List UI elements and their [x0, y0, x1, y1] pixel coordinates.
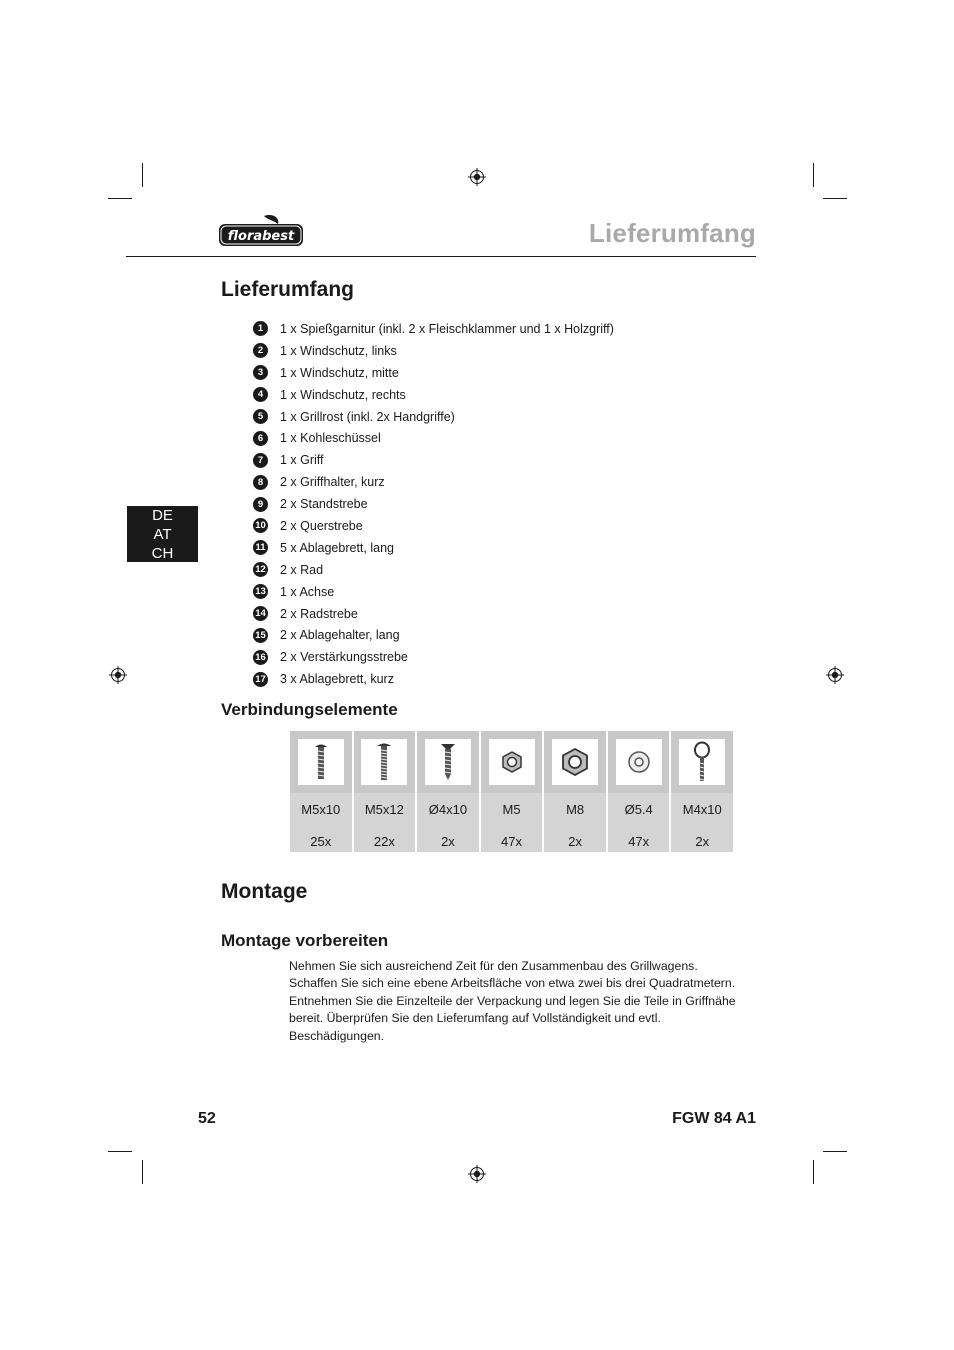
item-text: 1 x Griff: [280, 453, 324, 468]
item-number-badge: 4: [253, 387, 268, 402]
crop-mark: [813, 1160, 814, 1184]
item-text: 2 x Standstrebe: [280, 497, 368, 512]
eye-bolt-icon: [679, 739, 725, 785]
hardware-size: M4x10: [682, 802, 722, 817]
hardware-size: M8: [566, 802, 585, 817]
item-text: 1 x Grillrost (inkl. 2x Handgriffe): [280, 409, 455, 424]
item-number-badge: 14: [253, 606, 268, 621]
item-text: 1 x Windschutz, mitte: [280, 365, 399, 380]
item-text: 2 x Querstrebe: [280, 518, 363, 533]
header-title: Lieferumfang: [588, 218, 756, 248]
nut-icon: [489, 739, 535, 785]
registration-mark-icon: [109, 666, 127, 684]
crop-mark: [108, 1151, 132, 1152]
crop-mark: [823, 198, 847, 199]
list-item: [253, 515, 614, 537]
hardware-table: [290, 731, 733, 852]
registration-mark-icon: [826, 666, 844, 684]
header-rule: [126, 256, 756, 257]
model-number: FGW 84 A1: [672, 1110, 756, 1127]
list-item: [253, 471, 614, 493]
item-number-badge: 1: [253, 321, 268, 336]
item-number-badge: 3: [253, 365, 268, 380]
list-item: [253, 340, 614, 362]
crop-mark: [823, 1151, 847, 1152]
subheading-montage-vorbereiten: Montage vorbereiten: [221, 931, 389, 950]
item-number-badge: 7: [253, 453, 268, 468]
hardware-column: [354, 731, 416, 852]
hardware-column: [671, 731, 733, 852]
parts-list: [253, 318, 614, 690]
item-text: 3 x Ablagebrett, kurz: [280, 672, 394, 687]
hardware-image-cell: [544, 731, 606, 793]
item-number-badge: 8: [253, 475, 268, 490]
section-heading-verbindungselemente: Verbindungselemente: [221, 700, 398, 719]
list-item: [253, 384, 614, 406]
long-screw-icon: [361, 739, 407, 785]
hardware-column: [290, 731, 352, 852]
item-number-badge: 9: [253, 497, 268, 512]
language-code: CH: [151, 545, 174, 562]
list-item: [253, 318, 614, 340]
item-text: 2 x Griffhalter, kurz: [280, 475, 385, 490]
hardware-size: M5x12: [364, 802, 404, 817]
large-nut-icon: [552, 739, 598, 785]
list-item: [253, 646, 614, 668]
washer-icon: [616, 739, 662, 785]
list-item: [253, 362, 614, 384]
item-number-badge: 5: [253, 409, 268, 424]
list-item: [253, 559, 614, 581]
item-number-badge: 11: [253, 540, 268, 555]
section-heading-montage: Montage: [221, 880, 308, 903]
hardware-count: 25x: [310, 834, 332, 849]
hardware-image-cell: [671, 731, 733, 793]
page-number: 52: [198, 1110, 216, 1127]
crop-mark: [108, 198, 132, 199]
florabest-logo: [218, 214, 304, 248]
registration-mark-icon: [468, 1165, 486, 1183]
item-text: 5 x Ablagebrett, lang: [280, 540, 394, 555]
item-text: 2 x Ablagehalter, lang: [280, 628, 400, 643]
hardware-image-cell: [417, 731, 479, 793]
item-number-badge: 13: [253, 584, 268, 599]
hardware-count: 47x: [501, 834, 522, 849]
item-text: 1 x Spießgarnitur (inkl. 2 x Fleischklammer und 1 x Holzgriff): [280, 321, 614, 336]
item-text: 1 x Windschutz, links: [280, 343, 397, 358]
list-item: [253, 493, 614, 515]
montage-paragraph: Nehmen Sie sich ausreichend Zeit für den Zusammenbau des Grillwagens. Schaffen Sie sich eine ebene Arbeitsfläche von etwa zwei bis drei Quadratmetern. Entnehmen Sie die Einzelteile der Verpackung und legen Sie die Teile in Griffnähe bereit. Überprüfen Sie den Lieferumfang auf Vollständigkeit und evtl. Beschädigungen.: [289, 959, 736, 1043]
crop-mark: [142, 163, 143, 187]
item-number-badge: 6: [253, 431, 268, 446]
registration-mark-icon: [468, 168, 486, 186]
crop-mark: [142, 1160, 143, 1184]
item-text: 1 x Achse: [280, 584, 335, 599]
hardware-count: 2x: [568, 834, 582, 849]
language-tab: [127, 506, 198, 562]
hardware-image-cell: [481, 731, 543, 793]
hardware-image-cell: [290, 731, 352, 793]
hardware-column: [608, 731, 670, 852]
hardware-count: 47x: [628, 834, 650, 849]
logo-text: florabest: [227, 229, 295, 244]
hardware-image-cell: [608, 731, 670, 793]
item-number-badge: 17: [253, 672, 268, 687]
hardware-size: M5: [502, 802, 521, 817]
item-number-badge: 15: [253, 628, 268, 643]
hardware-column: [417, 731, 479, 852]
list-item: [253, 581, 614, 603]
hardware-column: [544, 731, 606, 852]
hardware-size: Ø5.4: [624, 802, 653, 817]
list-item: [253, 449, 614, 471]
item-number-badge: 16: [253, 650, 268, 665]
item-text: 1 x Windschutz, rechts: [280, 387, 406, 402]
section-heading-lieferumfang: Lieferumfang: [221, 278, 355, 301]
wood-screw-icon: [425, 739, 471, 785]
item-text: 2 x Verstärkungsstrebe: [280, 650, 408, 665]
item-text: 2 x Rad: [280, 562, 324, 577]
item-text: 2 x Radstrebe: [280, 606, 358, 621]
hardware-count: 2x: [695, 834, 710, 849]
hardware-size: M5x10: [301, 802, 341, 817]
list-item: [253, 603, 614, 625]
hardware-column: [481, 731, 543, 852]
item-text: 1 x Kohleschüssel: [280, 431, 381, 446]
screw-icon: [298, 739, 344, 785]
item-number-badge: 10: [253, 518, 268, 533]
list-item: [253, 427, 614, 449]
language-code: DE: [152, 507, 173, 524]
hardware-image-cell: [354, 731, 416, 793]
crop-mark: [813, 163, 814, 187]
hardware-count: 2x: [441, 834, 455, 849]
hardware-count: 22x: [373, 834, 395, 849]
list-item: [253, 406, 614, 428]
list-item: [253, 537, 614, 559]
item-number-badge: 2: [253, 343, 268, 358]
hardware-size: Ø4x10: [428, 802, 468, 817]
list-item: [253, 668, 614, 690]
list-item: [253, 624, 614, 646]
item-number-badge: 12: [253, 562, 268, 577]
language-code: AT: [153, 526, 172, 543]
